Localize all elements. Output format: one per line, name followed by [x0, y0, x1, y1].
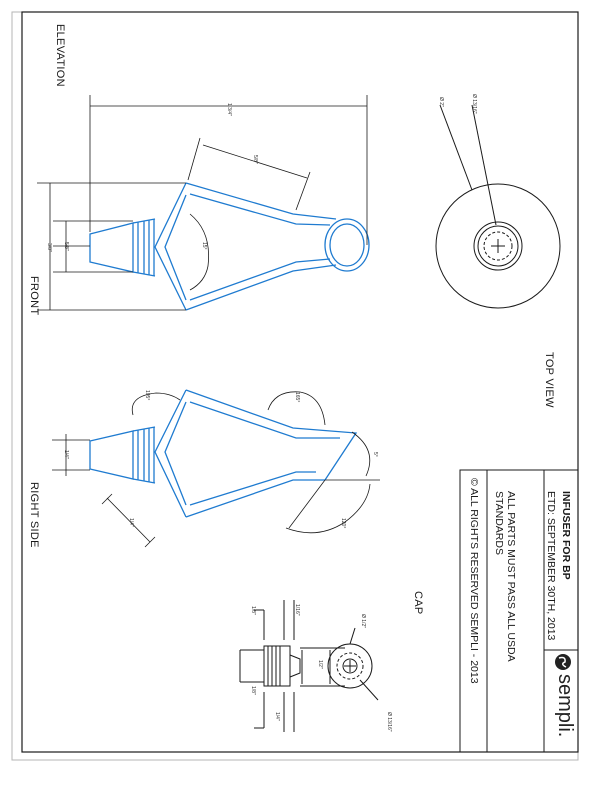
dim-rs-angle1: 105° — [144, 390, 150, 401]
dim-top-inner: Ø 13/16" — [471, 94, 477, 114]
copyright-text: © ALL RIGHTS RESERVED SEMPLI - 2013 — [468, 478, 480, 684]
top-view-label: TOP VIEW — [543, 352, 555, 408]
drawing-frame — [22, 12, 578, 752]
cap-view — [240, 600, 378, 732]
dim-rs-h: 1/4" — [63, 450, 69, 459]
dim-cap-dia2: Ø 13/16" — [386, 712, 392, 732]
front-label: FRONT — [28, 276, 40, 316]
sheet-outer-border — [12, 12, 578, 760]
dim-top-outer: Ø 2" — [438, 97, 444, 107]
logo-text: sempli. — [554, 674, 576, 738]
top-view — [436, 105, 560, 308]
dim-cap-side2: 1/8" — [250, 686, 256, 695]
dim-cap-dia1: Ø 1/2" — [360, 614, 366, 629]
dim-elev-h1: 3/8" — [46, 243, 52, 252]
standards-line-2: STANDARDS — [493, 491, 505, 555]
elevation-label: ELEVATION — [54, 24, 66, 87]
etd-text: ETD: SEPTEMBER 30TH, 2013 — [545, 491, 557, 641]
elevation-dimensions — [37, 95, 367, 310]
dim-elev-h2: 5/8" — [63, 242, 69, 251]
dim-cap-bottom: 1/4" — [274, 712, 280, 721]
standards-line-1: ALL PARTS MUST PASS ALL USDA — [505, 491, 517, 662]
dim-rs-tip: 1/4" — [128, 518, 134, 527]
right-side-view — [90, 390, 356, 517]
right-side-dimensions — [52, 392, 380, 547]
dim-cap-side1: 1/8" — [250, 606, 256, 615]
dim-rs-angle3: 5° — [372, 452, 378, 457]
elevation-view — [90, 183, 369, 310]
dim-elev-overall: 1 3/4" — [226, 103, 232, 116]
dim-elev-angle: 15° — [201, 242, 207, 250]
dim-rs-angle2: 165° — [294, 392, 300, 403]
cap-label: CAP — [412, 591, 424, 615]
logo-icon — [555, 654, 571, 670]
dim-rs-angle4: 120° — [340, 518, 346, 529]
right-side-label: RIGHT SIDE — [28, 482, 40, 548]
dim-cap-top: 1/16" — [294, 604, 300, 616]
title-text: INFUSER FOR BP — [560, 491, 572, 580]
dim-cap-w: 1/2" — [317, 660, 323, 669]
dim-elev-neck: 5/8" — [252, 155, 258, 164]
